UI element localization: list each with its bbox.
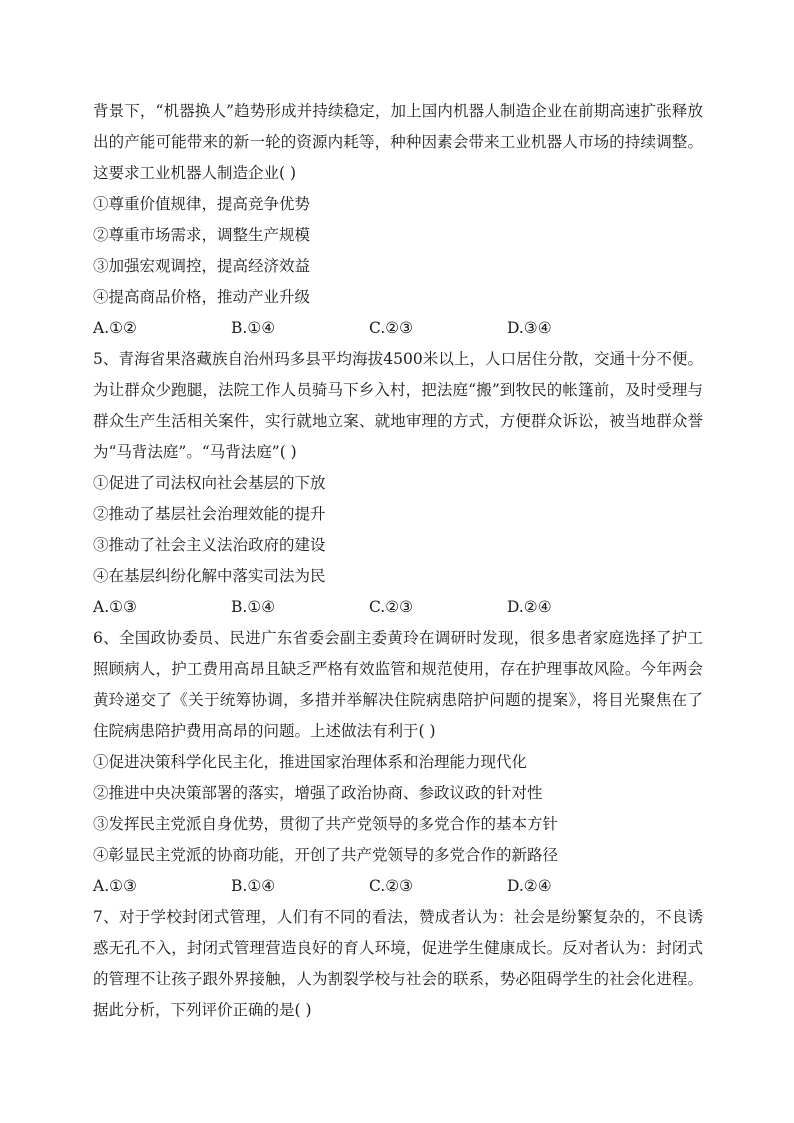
question-4-option-3: ③加强宏观调控，提高经济效益 (93, 257, 311, 275)
question-4-option-2: ②尊重市场需求，调整生产规模 (93, 226, 311, 244)
question-4-choice-b: B.①④ (231, 319, 276, 337)
question-5-option-1: ①促进了司法权向社会基层的下放 (93, 474, 326, 492)
question-6-choice-d: D.②④ (507, 877, 552, 895)
question-4-option-1: ①尊重价值规律，提高竞争优势 (93, 195, 311, 213)
question-5-stem: 5、青海省果洛藏族自治州玛多县平均海拔4500米以上，人口居住分散，交通十分不便。为让群众少跑腿，法院工作人员骑马下乡入村，把法庭“搬”到牧民的帐篷前，及时受理与群众生产生活相关案件，实行就地立案、就地审理的方式，方便群众诉讼，被当地群众誉为“马背法庭”。“马背法庭”( ) (93, 350, 703, 461)
question-6 (93, 623, 703, 902)
question-5-option-2: ②推动了基层社会治理效能的提升 (93, 505, 326, 523)
question-4-choice-d: D.③④ (507, 319, 552, 337)
question-4-choices (93, 313, 703, 344)
question-6-choices (93, 871, 703, 902)
question-6-choice-b: B.①④ (231, 877, 276, 895)
question-4-option-4: ④提高商品价格，推动产业升级 (93, 288, 311, 306)
question-6-option-1: ①促进决策科学化民主化，推进国家治理体系和治理能力现代化 (93, 753, 528, 771)
question-6-stem: 6、全国政协委员、民进广东省委会副主委黄玲在调研时发现，很多患者家庭选择了护工照顾病人，护工费用高昂且缺乏严格有效监管和规范使用，存在护理事故风险。今年两会黄玲递交了《关于统筹协调，多措并举解决住院病患陪护问题的提案》，将目光聚焦在了住院病患陪护费用高昂的问题。上述做法有利于( ) (93, 629, 703, 740)
question-5-option-4: ④在基层纠纷化解中落实司法为民 (93, 567, 326, 585)
question-6-choice-a: A.①③ (93, 877, 137, 895)
question-6-option-2: ②推进中央决策部署的落实，增强了政治协商、参政议政的针对性 (93, 784, 543, 802)
question-5 (93, 344, 703, 623)
question-4-stem: 背景下，“机器换人”趋势形成并持续稳定，加上国内机器人制造企业在前期高速扩张释放出的产能可能带来的新一轮的资源内耗等，种种因素会带来工业机器人市场的持续调整。这要求工业机器人制造企业( ) (93, 102, 703, 182)
question-6-choice-c: C.②③ (369, 877, 414, 895)
question-5-choice-c: C.②③ (369, 598, 414, 616)
question-6-option-4: ④彰显民主党派的协商功能，开创了共产党领导的多党合作的新路径 (93, 846, 559, 864)
question-5-choice-a: A.①③ (93, 598, 137, 616)
question-7-stem: 7、对于学校封闭式管理，人们有不同的看法，赞成者认为：社会是纷繁复杂的，不良诱惑无孔不入，封闭式管理营造良好的育人环境，促进学生健康成长。反对者认为：封闭式的管理不让孩子跟外界接触，人为割裂学校与社会的联系，势必阻碍学生的社会化进程。据此分析，下列评价正确的是( ) (93, 908, 703, 1019)
question-5-choice-d: D.②④ (507, 598, 552, 616)
page-content (93, 96, 703, 1026)
question-7 (93, 902, 703, 1026)
question-4 (93, 96, 703, 344)
question-5-choice-b: B.①④ (231, 598, 276, 616)
question-4-choice-a: A.①② (93, 319, 137, 337)
question-4-choice-c: C.②③ (369, 319, 414, 337)
question-6-option-3: ③发挥民主党派自身优势，贯彻了共产党领导的多党合作的基本方针 (93, 815, 559, 833)
question-5-option-3: ③推动了社会主义法治政府的建设 (93, 536, 326, 554)
question-5-choices (93, 592, 703, 623)
